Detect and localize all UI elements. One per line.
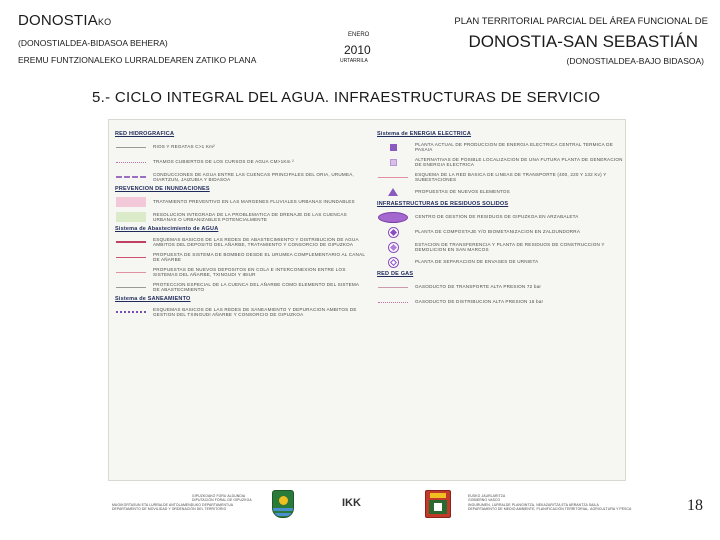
ellipse-symbol-icon [377, 211, 409, 223]
legend-item-label: PROPUESTA DE SISTEMA DE BOMBEO DESDE EL URUMEA COMPLEMENTARIO AL CANAL DE AÑARBE [153, 251, 365, 262]
legend-item-label: ALTERNATIVAS DE POSIBLE LOCALIZACION DE UNA FUTURA PLANTA DE GENERACION DE ENERGIA ELECTRICA [415, 156, 623, 167]
legend-item-label: ESQUEMA DE LA RED BASICA DE LINEAS DE TRANSPORTE (400, 220 Y 132 Kv) Y SUBESTACIONES [415, 171, 607, 182]
legend-heading: PREVENCION DE INUNDACIONES [115, 186, 210, 192]
legend-item [377, 211, 625, 223]
legend-item-label: RIOS Y REGATAS C>1 Km² [153, 144, 215, 150]
legend-item [377, 141, 625, 153]
circ-d2-symbol-icon [377, 241, 409, 253]
footer-right-line-4: DEPARTAMENTO DE MEDIO AMBIENTE, PLANIFICACIÓN TERRITORIAL, AGRICULTURA Y PESCA [468, 507, 632, 512]
footer-left-line-1: GIPUZKOAKO FORU ALDUNDIA [192, 494, 246, 498]
legend-item-label: CENTRO DE GESTION DE RESIDUOS DE GIPUZKOA EN ARZABALETA [415, 214, 579, 220]
line-purple-symbol-icon [115, 171, 147, 183]
tri-symbol-icon [377, 186, 409, 198]
line-redline-symbol-icon [115, 251, 147, 263]
legend-item-label: PROPUESTAS DE NUEVOS ELEMENTOS [415, 189, 510, 195]
legend-item-label: GASODUCTO DE DISTRIBUCION ALTA PRESION 16 bar [415, 299, 544, 305]
circ-d3-symbol-icon [377, 256, 409, 268]
page-number: 18 [687, 497, 703, 514]
line-redthin-symbol-icon [377, 171, 409, 183]
legend-item [115, 141, 365, 153]
header-year: 2010 [344, 43, 371, 57]
legend-item-label: PROPUESTAS DE NUEVOS DEPOSITOS EN COLA E INTERCONEXION ENTRE LOS SISTEMAS DEL AÑARBE, TXINGUDI Y IBIUR [153, 266, 346, 277]
legend-item [377, 171, 625, 183]
header-right-title: PLAN TERRITORIAL PARCIAL DEL ÁREA FUNCIONAL DE [454, 16, 708, 27]
legend-item-label: PLANTA ACTUAL DE PRODUCCION DE ENERGIA ELECTRICA CENTRAL TERMICA DE PASAIA [415, 141, 613, 152]
footer-right-line-2: GOBIERNO VASCO [468, 498, 501, 503]
legend-item-label: PLANTA DE COMPOSTAJE Y/O BIOMETANIZACION EN ZALDUNDORRA [415, 229, 581, 235]
legend-heading: Sistema de SANEAMIENTO [115, 296, 191, 302]
footer-right-line-3: INGURUMEN, LURRALDE PLANGINTZA, NEKAZARITZA ETA ARRANTZA SAILA [468, 502, 599, 507]
sq-purple-symbol-icon [377, 141, 409, 153]
legend-item-label: ESQUEMAS BASICOS DE LAS REDES DE ABASTECIMIENTO Y DISTRIBUCION DE AGUA AMBITOS DEL DEPOSITO DEL AÑARBE, TRATAMIENTO Y CONSORCIO DE GIPUZKOA [153, 236, 359, 247]
footer-right-line-1: EUSKO JAURLARITZA [468, 494, 506, 498]
legend-item [377, 241, 625, 253]
header-left-subtitle-1: (DONOSTIALDEA-BIDASOA BEHERA) [18, 38, 168, 48]
gobierno-vasco-shield-logo [425, 490, 451, 518]
header-left-title [18, 12, 111, 29]
legend-item-label: CONDUCCIONES DE AGUA ENTRE LAS CUENCAS PRINCIPALES DEL ORIA, URUMEA, OIARTZUN, JAIZUBIA Y BIDASOA [153, 171, 354, 182]
header-right-city: DONOSTIA-SAN SEBASTIÁN [468, 32, 698, 51]
header-left-title-suffix: KO [97, 17, 112, 27]
legend-item [377, 156, 625, 168]
line-redthin-symbol-icon [115, 266, 147, 278]
gipuzkoa-shield-logo [272, 490, 294, 518]
legend-item-label: TRAMOS CUBIERTOS DE LOS CURSOS DE AGUA CM>1Km ² [153, 159, 294, 165]
legend-heading: Sistema de Abastecimiento de AGUA [115, 226, 219, 232]
legend-item [115, 196, 365, 208]
sq-lilac-symbol-icon [377, 156, 409, 168]
legend-item [115, 266, 365, 278]
legend-item [377, 281, 625, 293]
line-pinkdot-symbol-icon [115, 156, 147, 168]
line-gray-symbol-icon [115, 141, 147, 153]
header-right-subtitle: (DONOSTIALDEA-BAJO BIDASOA) [566, 56, 704, 66]
footer-right-text [468, 494, 678, 512]
box-pink-symbol-icon [115, 196, 147, 208]
footer-left-line-2: DIPUTACIÓN FORAL DE GIPUZKOA [192, 498, 252, 503]
line-redthick-symbol-icon [115, 236, 147, 248]
legend-heading: Sistema de ENERGIA ELECTRICA [377, 131, 472, 137]
header-left-title-main: DONOSTIA [18, 12, 98, 29]
legend-item-label: ESQUEMAS BASICOS DE LAS REDES DE SANEAMIENTO Y DEPURACION AMBITOS DE GESTION DEL TXINGUDI AÑARBE Y CONSORCIO DE GIPUZKOA [153, 306, 357, 317]
legend-item-label: PROTECCION ESPECIAL DE LA CUENCA DEL AÑARBE COMO ELEMENTO DEL SISTEMA DE ABASTECIMIENTO [153, 281, 359, 292]
line-pinkdot-symbol-icon [377, 296, 409, 308]
legend-column-left [115, 128, 365, 321]
legend-item-label: TRATAMIENTO PREVENTIVO EN LAS MARGENES FLUVIALES URBANAS INUNDABLES [153, 199, 355, 205]
legend-item [377, 226, 625, 238]
legend-item-label: ESTACION DE TRANSFERENCIA Y PLANTA DE RESIDUOS DE CONSTRUCCION Y DEMOLICION EN SAN MARCOS [415, 241, 605, 252]
legend-item [115, 281, 365, 293]
legend-item [115, 251, 365, 263]
circ-d1-symbol-icon [377, 226, 409, 238]
legend-heading: INFRAESTRUCTURAS DE RESIDUOS SOLIDOS [377, 201, 509, 207]
footer-left-line-4: DEPARTAMENTO DE MOVILIDAD Y ORDENACIÓN DEL TERRITORIO [112, 507, 227, 512]
header-month: ENERO [348, 32, 370, 38]
legend-item [115, 236, 365, 248]
line-purpledot-symbol-icon [115, 306, 147, 318]
legend-item-label: GASODUCTO DE TRANSPORTE ALTA PRESION 72 bar [415, 284, 542, 290]
footer-left-line-3: MUGIKORTASUN ETA LURRALDE ANTOLAMENDUKO DEPARTAMENTUA [112, 502, 234, 507]
legend-item-label: PLANTA DE SEPARACION DE ENVASES DE URNIETA [415, 259, 539, 265]
legend-item [377, 256, 625, 268]
footer-left-text [112, 494, 292, 512]
legend-heading: RED DE GAS [377, 271, 414, 277]
legend-panel [108, 119, 626, 481]
legend-item [115, 171, 365, 183]
legend-item [377, 186, 625, 198]
line-pink-symbol-icon [377, 281, 409, 293]
ikk-logo: IKK [342, 497, 361, 509]
box-green-symbol-icon [115, 211, 147, 223]
header-month-basque: URTARRILA [340, 58, 368, 64]
legend-item-label: RESOLUCION INTEGRADA DE LA PROBLEMATICA DE DRENAJE DE LAS CUENCAS URBANAS O URBANIZABLES POTENCIALMENTE [153, 211, 347, 222]
header-left-subtitle-2: EREMU FUNTZIONALEKO LURRALDEAREN ZATIKO PLANA [18, 55, 257, 65]
legend-item [115, 156, 365, 168]
legend-item [377, 296, 625, 308]
line-gray-symbol-icon [115, 281, 147, 293]
section-title: 5.- CICLO INTEGRAL DEL AGUA. INFRAESTRUCTURAS DE SERVICIO [92, 89, 601, 106]
legend-item [115, 306, 365, 318]
legend-column-right [377, 128, 625, 311]
legend-heading: RED HIDROGRAFICA [115, 131, 175, 137]
legend-item [115, 211, 365, 223]
